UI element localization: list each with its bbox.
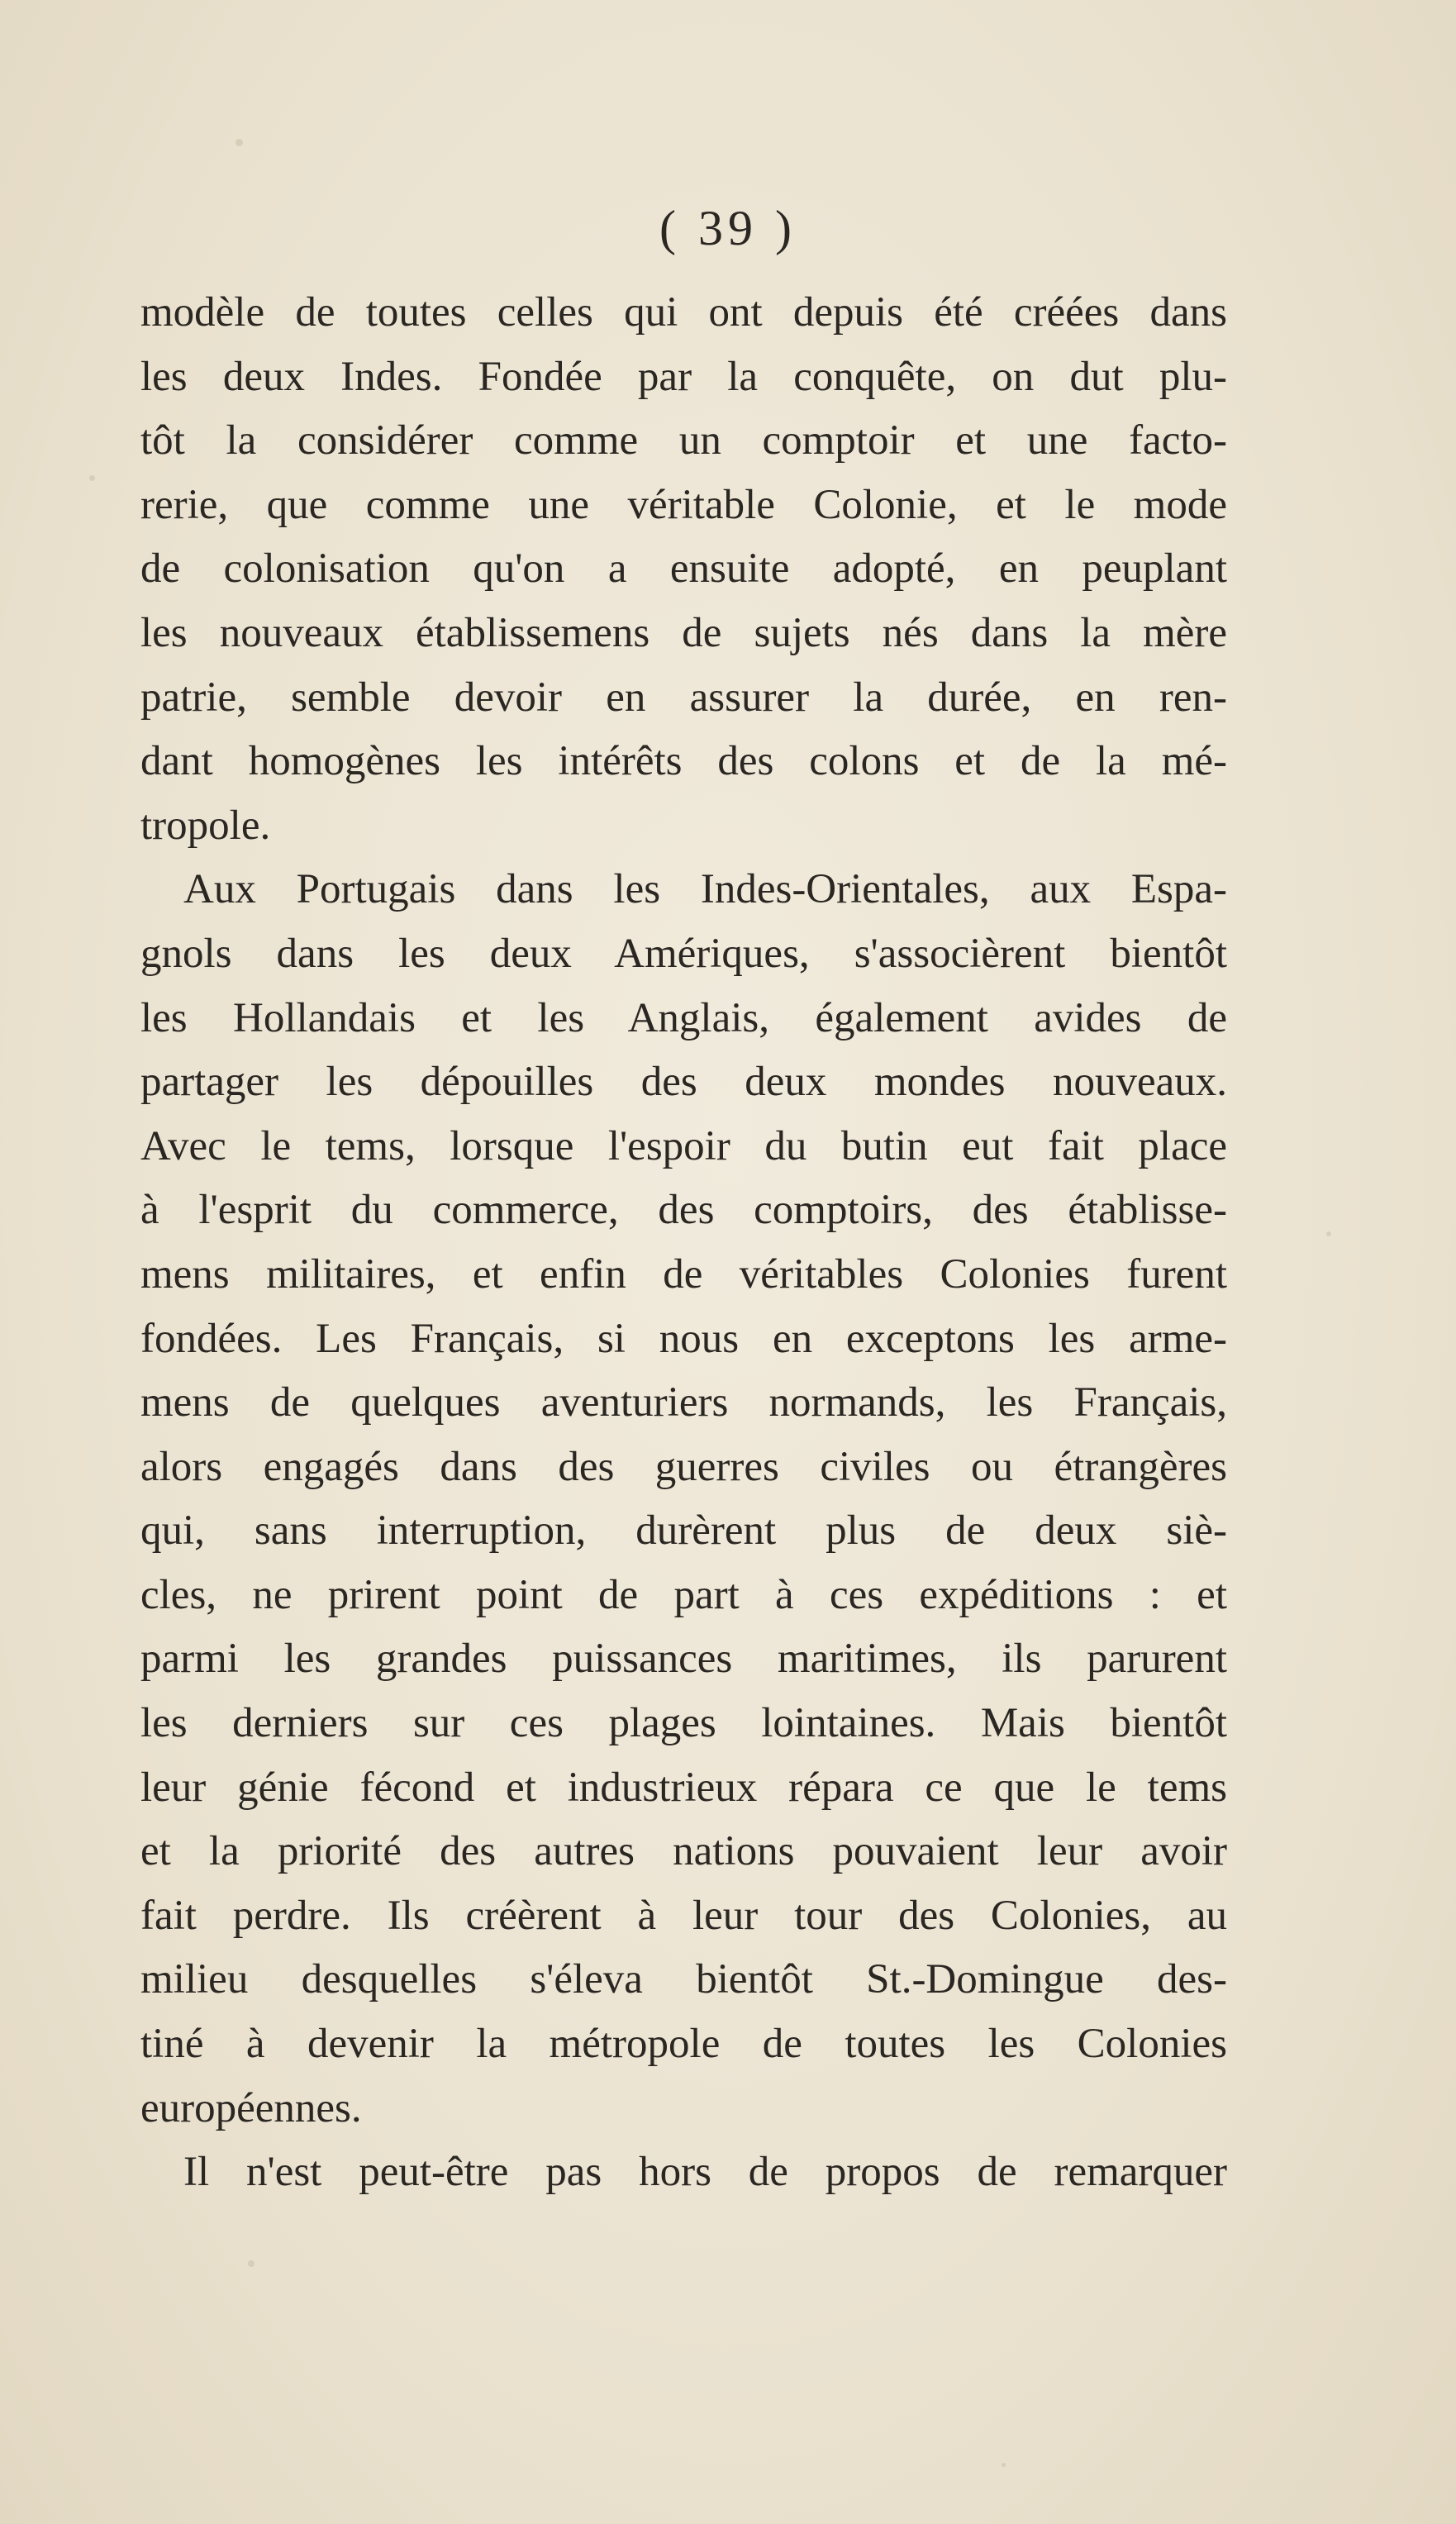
text-line: milieu desquelles s'éleva bientôt St.-Domingue des-	[140, 1956, 1227, 2003]
text-line: rerie, que comme une véritable Colonie, et le mode	[140, 481, 1227, 528]
foxing-spot	[1326, 1231, 1331, 1236]
text-line: modèle de toutes celles qui ont depuis été créées dans	[140, 289, 1227, 336]
page-number: ( 39 )	[659, 201, 797, 255]
text-line: Avec le tems, lorsque l'espoir du butin eut fait place	[140, 1122, 1227, 1169]
foxing-spot	[1002, 2463, 1006, 2467]
text-line: qui, sans interruption, durèrent plus de deux siè-	[140, 1507, 1227, 1555]
text-line: tôt la considérer comme un comptoir et une facto-	[140, 417, 1227, 464]
text-line: les nouveaux établissemens de sujets nés dans la mère	[140, 609, 1227, 656]
text-line: Aux Portugais dans les Indes-Orientales, aux Espa-	[183, 866, 1227, 913]
text-line: les deux Indes. Fondée par la conquête, on dut plu-	[140, 353, 1227, 400]
foxing-spot	[89, 475, 95, 481]
text-line: alors engagés dans des guerres civiles ou étrangères	[140, 1443, 1227, 1490]
body-text	[140, 281, 1227, 2205]
text-line: gnols dans les deux Amériques, s'associèrent bientôt	[140, 930, 1227, 977]
text-line: cles, ne prirent point de part à ces expéditions : et	[140, 1571, 1227, 1618]
text-line: et la priorité des autres nations pouvaient leur avoir	[140, 1828, 1227, 1875]
text-line: les Hollandais et les Anglais, également avides de	[140, 994, 1227, 1041]
text-line: de colonisation qu'on a ensuite adopté, en peuplant	[140, 545, 1227, 593]
text-line: dant homogènes les intérêts des colons et de la mé-	[140, 738, 1227, 785]
text-line: les derniers sur ces plages lointaines. Mais bientôt	[140, 1700, 1227, 1747]
text-line: fait perdre. Ils créèrent à leur tour des Colonies, au	[140, 1892, 1227, 1939]
foxing-spot	[236, 139, 243, 146]
text-line: tropole.	[140, 802, 271, 849]
text-line: à l'esprit du commerce, des comptoirs, des établisse-	[140, 1187, 1227, 1234]
text-line: tiné à devenir la métropole de toutes les Colonies	[140, 2021, 1227, 2068]
text-line: leur génie fécond et industrieux répara ce que le tems	[140, 1764, 1227, 1811]
text-line: patrie, semble devoir en assurer la durée, en ren-	[140, 674, 1227, 721]
text-line: fondées. Les Français, si nous en exceptons les arme-	[140, 1315, 1227, 1362]
text-line: européennes.	[140, 2084, 362, 2131]
text-line: partager les dépouilles des deux mondes nouveaux.	[140, 1059, 1227, 1106]
foxing-spot	[248, 2260, 255, 2267]
text-line: Il n'est peut-être pas hors de propos de remarquer	[183, 2149, 1227, 2196]
text-line: mens de quelques aventuriers normands, les Français,	[140, 1379, 1227, 1426]
text-line: parmi les grandes puissances maritimes, ils parurent	[140, 1636, 1227, 1683]
text-line: mens militaires, et enfin de véritables Colonies furent	[140, 1250, 1227, 1298]
